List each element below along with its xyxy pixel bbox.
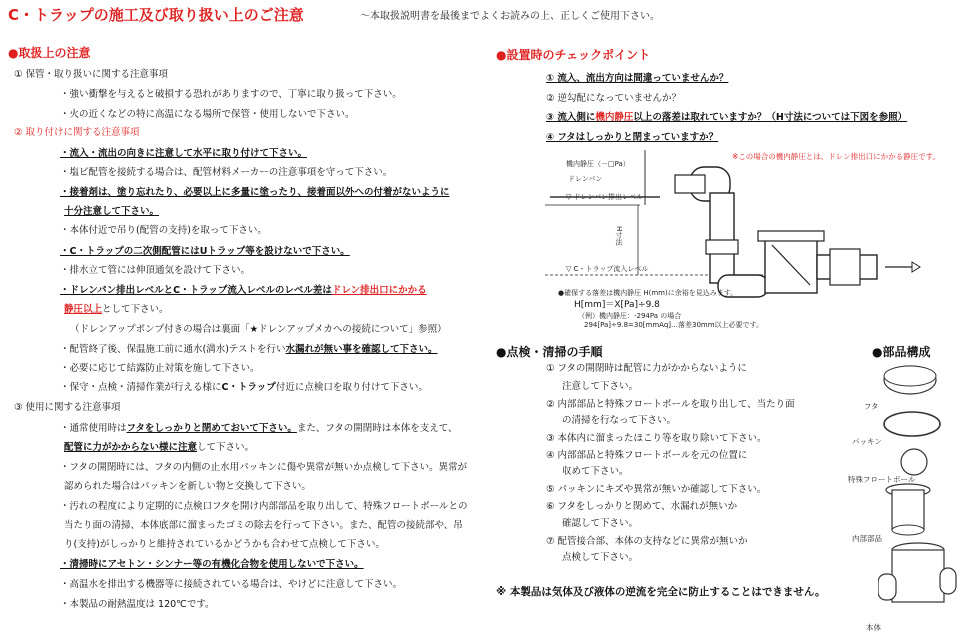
install-note-7d: として下さい。 <box>102 304 169 315</box>
usage-note-1d: 配管に力がかからない様に注意 <box>64 442 198 453</box>
parts-illustration <box>878 362 958 632</box>
storage-note-2: ・火の近くなどの特に高温になる場所で保管・使用しないで下さい。 <box>60 109 355 120</box>
install-note-7b: ドレン排出口にかかる <box>331 285 427 296</box>
diagram-label-inlet-level: ▽ C・トラップ流入レベル <box>566 265 649 273</box>
inspection-step-5: ⑤ パッキンにキズや異常が無いか確認して下さい。 <box>546 484 767 495</box>
usage-section-title: ③ 使用に関する注意事項 <box>14 402 121 413</box>
usage-note-1b: フタをしっかりと閉めておいて下さい。 <box>126 423 297 434</box>
install-note-11b: C・トラップ <box>221 382 276 393</box>
diagram-formula-4: 294[Pa]÷9.8=30[mmAq]…落差30mm以上必要です。 <box>584 321 763 329</box>
inspection-step-1: ① フタの開閉時は配管に力がかからないように <box>546 363 747 374</box>
usage-note-2b: 認められた場合はパッキンを新しい物と交換して下さい。 <box>64 481 311 492</box>
install-note-2: ・塩ビ配管を接続する場合は、配管材料メーカーの注意事項を守って下さい。 <box>60 167 393 178</box>
install-note-8: （ドレンアップポンプ付きの場合は裏面「★ドレンアップメカへの接続について」参照） <box>70 324 447 335</box>
part-label-body: 本体 <box>866 623 881 632</box>
install-note-9 <box>60 343 438 356</box>
install-note-9b: 水漏れが無い事を確認して下さい。 <box>285 344 438 355</box>
storage-section-title: ① 保管・取り扱いに関する注意事項 <box>14 69 169 80</box>
usage-note-1 <box>60 422 458 435</box>
handling-heading: ●取扱上の注意 <box>8 46 91 60</box>
diagram-label-h: H寸法 <box>615 226 623 246</box>
vertical-pipe <box>710 193 734 283</box>
diagram-note: ※この場合の機内静圧とは、ドレン排出口にかかる静圧です。 <box>732 152 940 161</box>
backflow-note: ※ 本製品は気体及び液体の逆流を完全に防止することはできません。 <box>496 586 826 598</box>
diagram-label-drain-level: ▽ ドレンパン排出レベル <box>566 193 643 201</box>
inspection-step-3: ③ 本体内に溜まったほこり等を取り除いて下さい。 <box>546 433 767 444</box>
inspection-step-2: ② 内部部品と特殊フロートボールを取り出して、当たり面 <box>546 399 795 410</box>
checkpoint-3 <box>546 111 907 124</box>
checkpoint-4: ④ フタはしっかりと閉まっていますか？ <box>546 132 719 143</box>
parts-heading: ●部品構成 <box>872 345 931 359</box>
install-note-1: ・流入・流出の向きに注意して水平に取り付けて下さい。 <box>60 148 308 159</box>
usage-note-3c: り(支持)がしっかりと維持されているかどうかも合わせて点検して下さい。 <box>64 539 385 550</box>
diagram-formula-2: H[mm]＝X[Pa]÷9.8 <box>574 300 660 310</box>
install-note-5: ・C・トラップの二次側配管にはUトラップ等を設けないで下さい。 <box>60 246 350 257</box>
install-note-7-cont <box>64 303 169 316</box>
diagram-formula-3: （例）機内静圧：-294Pa の場合 <box>578 312 682 320</box>
checkpoint-1: ① 流入、流出方向は間違っていませんか？ <box>546 73 729 84</box>
diagram-formula-1: ●確保する落差は機内静圧 H(mm)に余裕を見込みます。 <box>558 289 738 297</box>
usage-note-5: ・高温水を排出する機器等に接続されている場合は、やけどに注意して下さい。 <box>60 579 403 590</box>
usage-note-6: ・本製品の耐熱温度は 120℃です。 <box>60 599 215 610</box>
page-title: C・トラップの施工及び取り扱い上のご注意 <box>8 6 304 24</box>
inspection-step-4b: 収めて下さい。 <box>562 466 629 477</box>
page-subtitle: ～本取扱説明書を最後までよくお読みの上、正しくご使用下さい。 <box>360 11 660 22</box>
install-note-11 <box>60 381 428 394</box>
flow-arrow-icon <box>912 262 920 272</box>
install-note-7a: ・ドレンパン排出レベルとC・トラップ流入レベルのレベル差は <box>60 285 332 296</box>
float-ball-part <box>901 449 927 475</box>
usage-note-4: ・清掃時にアセトン・シンナー等の有機化合物を使用しないで下さい。 <box>60 559 364 570</box>
inspection-step-2b: の清掃を行なって下さい。 <box>562 415 677 426</box>
inspection-step-7: ⑦ 配管接合部、本体の支持などに異常が無いか <box>546 536 748 547</box>
inspection-step-7b: 点検して下さい。 <box>562 552 639 563</box>
part-label-inner: 内部部品 <box>852 534 882 543</box>
install-note-10: ・必要に応じて結露防止対策を施して下さい。 <box>60 363 260 374</box>
diagram-label-static-pressure: 機内静圧（－□Pa） <box>566 160 630 168</box>
install-note-11c: 付近に点検口を取り付けて下さい。 <box>275 382 428 393</box>
part-label-packing: パッキン <box>852 437 882 446</box>
usage-note-1c: また、フタの開閉時は本体を支えて、 <box>296 423 458 434</box>
inspection-step-4: ④ 内部部品と特殊フロートボールを元の位置に <box>546 450 748 461</box>
usage-note-3b: 当たり面の清掃、本体底部に溜まったゴミの除去を行って下さい。また、配管の接続部や、吊 <box>64 520 463 531</box>
checkpoint-3a: ③ 流入側に <box>546 112 596 123</box>
install-section-title: ② 取り付けに関する注意事項 <box>14 127 140 138</box>
part-label-lid: フタ <box>864 402 879 411</box>
inspection-heading: ●点検・清掃の手順 <box>496 345 603 359</box>
install-note-4: ・本体付近で吊り(配管の支持)を取って下さい。 <box>60 225 267 236</box>
usage-note-1-cont <box>64 441 254 454</box>
checkpoint-heading: ●設置時のチェックポイント <box>496 48 651 62</box>
checkpoint-3b: 機内静圧 <box>595 112 634 123</box>
install-note-3: ・接着剤は、塗り忘れたり、必要以上に多量に塗ったり、接着面以外への付着がないように <box>60 187 450 198</box>
inspection-step-1b: 注意して下さい。 <box>562 381 639 392</box>
inspection-step-6: ⑥ フタをしっかりと閉めて、水漏れが無いか <box>546 501 738 512</box>
part-label-float-ball: 特殊フロートボール <box>848 475 916 484</box>
usage-note-2: ・フタの開閉時には、フタの内側の止水用パッキンに傷や異常が無いか点検して下さい。異常が <box>60 462 468 473</box>
install-note-3b: 十分注意して下さい。 <box>64 206 160 217</box>
usage-note-1a: ・通常使用時は <box>60 423 127 434</box>
packing-part <box>884 412 940 436</box>
usage-note-3: ・汚れの程度により定期的に点検口フタを開け内部部品を取り出して、特殊フロートボールとの <box>60 501 468 512</box>
checkpoint-2: ② 逆勾配になっていませんか？ <box>546 93 682 104</box>
install-note-6: ・排水立て管には伸頂通気を設けて下さい。 <box>60 265 251 276</box>
checkpoint-3c: 以上の落差は取れていますか？（H寸法については下図を参照） <box>633 112 908 123</box>
install-note-9a: ・配管終了後、保温施工前に通水(満水)テストを行い <box>60 344 286 355</box>
diagram-label-drain-pan: ドレンパン <box>568 175 603 183</box>
install-note-7c: 静圧以上 <box>64 304 103 315</box>
storage-note-1: ・強い衝撃を与えると破損する恐れがありますので、丁寧に取り扱って下さい。 <box>60 89 402 100</box>
install-note-7 <box>60 284 427 297</box>
usage-note-1e: して下さい。 <box>197 442 255 453</box>
install-note-11a: ・保守・点検・清掃作業が行える様に <box>60 382 222 393</box>
inspection-step-6b: 確認して下さい。 <box>562 518 639 529</box>
